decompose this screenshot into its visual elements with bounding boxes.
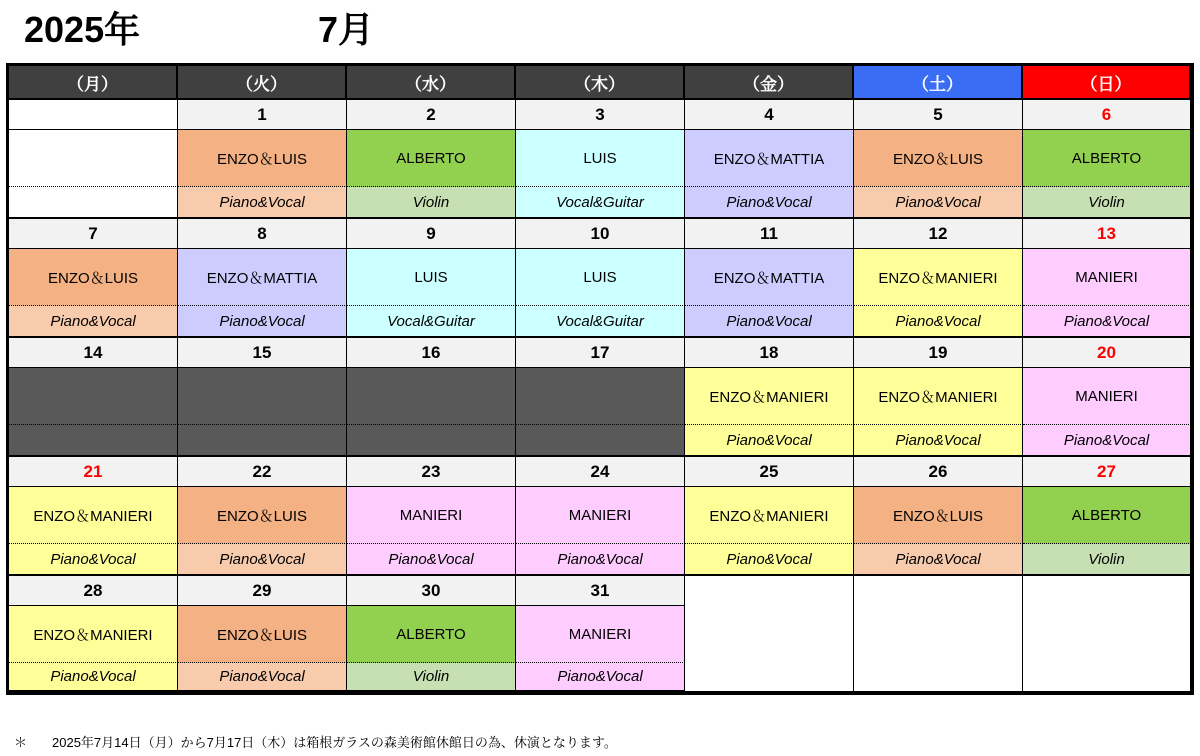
instrument-cell: Piano&Vocal (178, 544, 347, 576)
closed-cell (347, 368, 516, 425)
date-cell: 24 (516, 457, 685, 487)
date-cell: 2 (347, 100, 516, 130)
date-cell: 30 (347, 576, 516, 606)
date-cell: 25 (685, 457, 854, 487)
date-cell: 28 (9, 576, 178, 606)
instrument-cell: Violin (347, 663, 516, 692)
instrument-cell: Piano&Vocal (9, 663, 178, 692)
performer-cell: ENZO＆MANIERI (685, 487, 854, 544)
date-cell: 20 (1023, 338, 1191, 368)
instrument-cell: Piano&Vocal (178, 306, 347, 338)
performer-cell: ENZO＆LUIS (854, 130, 1023, 187)
performer-cell: ENZO＆MANIERI (854, 249, 1023, 306)
instrument-cell: Piano&Vocal (347, 544, 516, 576)
closed-cell (516, 425, 685, 457)
performer-cell: MANIERI (1023, 249, 1191, 306)
date-cell: 5 (854, 100, 1023, 130)
closed-cell (9, 425, 178, 457)
instrument-cell: Piano&Vocal (685, 187, 854, 219)
closed-cell (347, 425, 516, 457)
performer-cell: MANIERI (347, 487, 516, 544)
date-cell: 27 (1023, 457, 1191, 487)
date-cell: 22 (178, 457, 347, 487)
performer-cell: ENZO＆MANIERI (854, 368, 1023, 425)
date-cell: 15 (178, 338, 347, 368)
performer-cell: ENZO＆MATTIA (685, 130, 854, 187)
instrument-cell: Piano&Vocal (9, 306, 178, 338)
instrument-cell: Piano&Vocal (178, 187, 347, 219)
date-cell: 18 (685, 338, 854, 368)
performer-cell: ALBERTO (347, 606, 516, 663)
footnote-text: 2025年7月14日（月）から7月17日（木）は箱根ガラスの森美術館休館日の為、休演となります。 (52, 735, 617, 750)
date-cell: 14 (9, 338, 178, 368)
performer-cell: LUIS (516, 249, 685, 306)
instrument-cell: Violin (1023, 544, 1191, 576)
instrument-cell: Piano&Vocal (178, 663, 347, 692)
weekday-header: （月） (9, 66, 178, 100)
date-cell: 7 (9, 219, 178, 249)
instrument-cell: Piano&Vocal (1023, 306, 1191, 338)
instrument-cell: Piano&Vocal (854, 425, 1023, 457)
blank-cell (9, 130, 178, 187)
weekday-header: （金） (685, 66, 854, 100)
instrument-cell: Piano&Vocal (1023, 425, 1191, 457)
performer-cell: ENZO＆MANIERI (9, 606, 178, 663)
date-cell: 6 (1023, 100, 1191, 130)
date-cell: 17 (516, 338, 685, 368)
instrument-cell: Piano&Vocal (854, 187, 1023, 219)
date-cell: 8 (178, 219, 347, 249)
instrument-cell: Piano&Vocal (9, 544, 178, 576)
date-cell: 12 (854, 219, 1023, 249)
date-cell: 21 (9, 457, 178, 487)
performer-cell: MANIERI (516, 606, 685, 663)
performer-cell: ENZO＆MATTIA (178, 249, 347, 306)
date-cell: 16 (347, 338, 516, 368)
performer-cell: LUIS (347, 249, 516, 306)
closed-cell (516, 368, 685, 425)
date-cell: 1 (178, 100, 347, 130)
instrument-cell: Piano&Vocal (516, 544, 685, 576)
instrument-cell: Piano&Vocal (685, 306, 854, 338)
performer-cell: ENZO＆MATTIA (685, 249, 854, 306)
instrument-cell: Piano&Vocal (854, 544, 1023, 576)
instrument-cell: Piano&Vocal (516, 663, 685, 692)
date-cell: 26 (854, 457, 1023, 487)
performer-cell: ALBERTO (347, 130, 516, 187)
performer-cell: MANIERI (1023, 368, 1191, 425)
performer-cell: ENZO＆LUIS (178, 130, 347, 187)
date-cell: 23 (347, 457, 516, 487)
performer-cell: ENZO＆MANIERI (685, 368, 854, 425)
instrument-cell: Piano&Vocal (685, 544, 854, 576)
performer-cell: ALBERTO (1023, 487, 1191, 544)
performer-cell: ENZO＆LUIS (178, 487, 347, 544)
date-cell: 4 (685, 100, 854, 130)
closed-cell (178, 425, 347, 457)
weekday-header: （水） (347, 66, 516, 100)
instrument-cell: Vocal&Guitar (516, 187, 685, 219)
date-cell: 13 (1023, 219, 1191, 249)
blank-day-cell (1023, 576, 1191, 692)
weekday-header: （土） (854, 66, 1023, 100)
date-cell: 9 (347, 219, 516, 249)
performer-cell: LUIS (516, 130, 685, 187)
date-cell: 29 (178, 576, 347, 606)
performer-cell: ENZO＆MANIERI (9, 487, 178, 544)
performer-cell: ALBERTO (1023, 130, 1191, 187)
blank-day-cell (685, 576, 854, 692)
instrument-cell: Vocal&Guitar (516, 306, 685, 338)
date-cell: 31 (516, 576, 685, 606)
instrument-cell: Piano&Vocal (854, 306, 1023, 338)
performer-cell: ENZO＆LUIS (178, 606, 347, 663)
weekday-header: （木） (516, 66, 685, 100)
performer-cell: ENZO＆LUIS (854, 487, 1023, 544)
instrument-cell: Violin (347, 187, 516, 219)
date-cell: 10 (516, 219, 685, 249)
performer-cell: MANIERI (516, 487, 685, 544)
date-cell: 3 (516, 100, 685, 130)
blank-day-cell (854, 576, 1023, 692)
date-cell: 11 (685, 219, 854, 249)
footnote-marker: ＊ (14, 735, 28, 750)
date-cell (9, 100, 178, 130)
closed-cell (9, 368, 178, 425)
performer-cell: ENZO＆LUIS (9, 249, 178, 306)
instrument-cell: Vocal&Guitar (347, 306, 516, 338)
footnote (14, 732, 617, 751)
weekday-header: （日） (1023, 66, 1191, 100)
instrument-cell: Violin (1023, 187, 1191, 219)
year-title: 2025年 (24, 9, 141, 50)
month-title: 7月 (318, 9, 375, 50)
calendar-grid (6, 63, 1194, 695)
closed-cell (178, 368, 347, 425)
blank-cell (9, 187, 178, 219)
date-cell: 19 (854, 338, 1023, 368)
weekday-header: （火） (178, 66, 347, 100)
instrument-cell: Piano&Vocal (685, 425, 854, 457)
